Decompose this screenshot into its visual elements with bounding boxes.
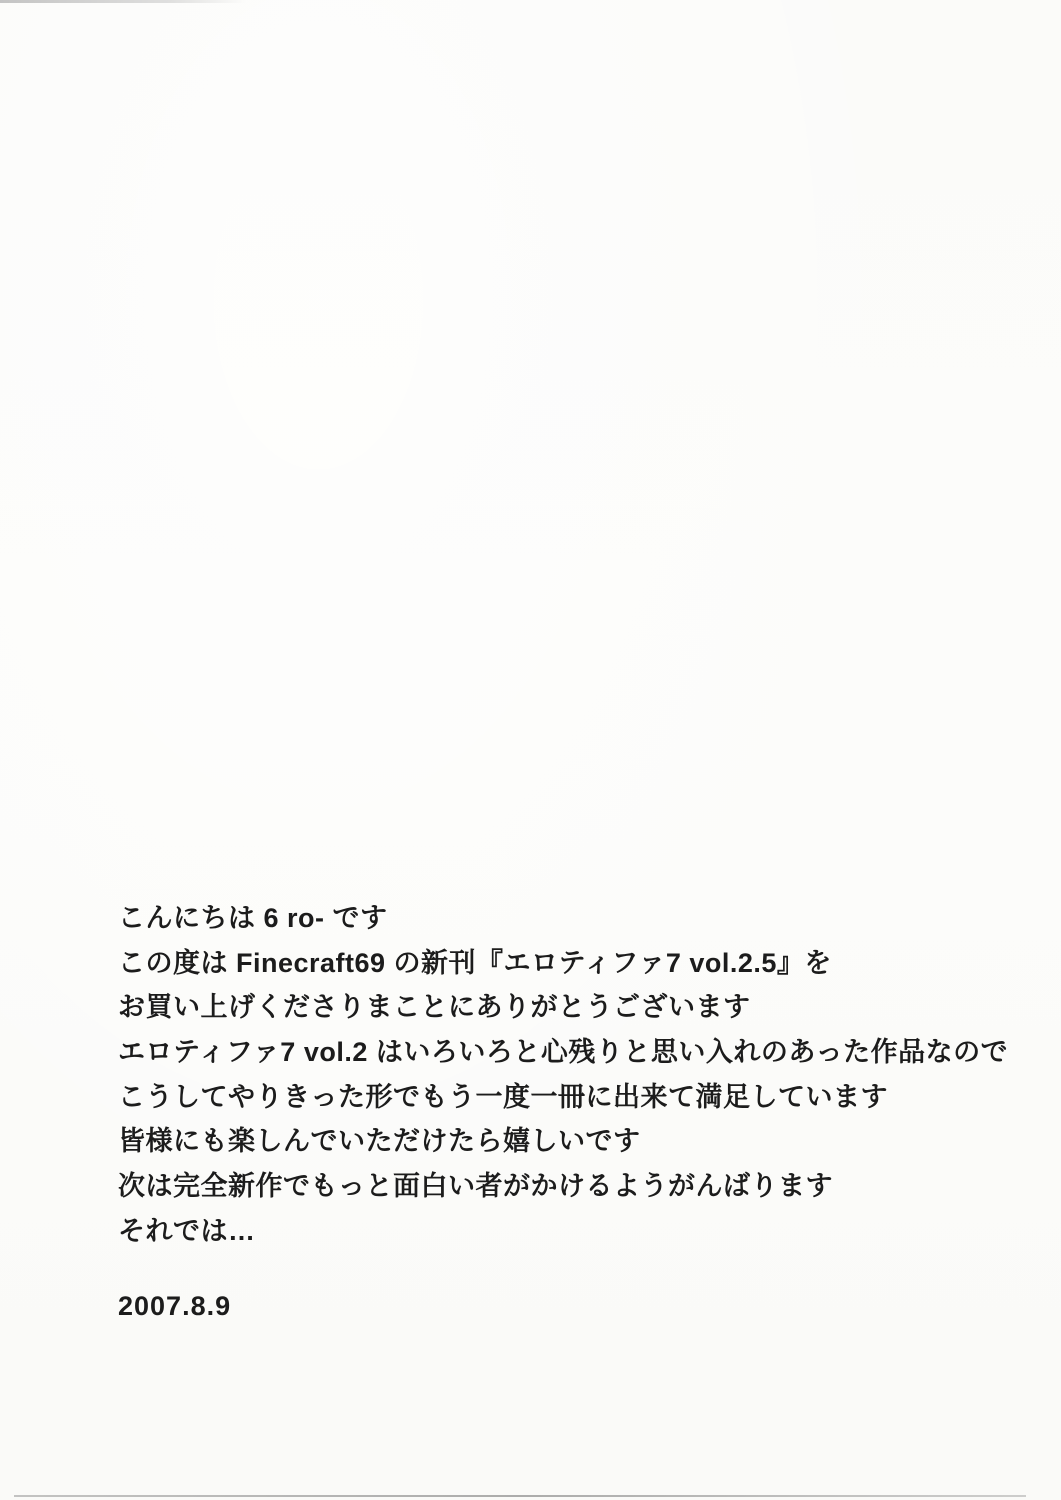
afterword-line: お買い上げくださりまことにありがとうございます (118, 992, 751, 1023)
afterword-line: こうしてやりきった形でもう一度一冊に出来て満足しています (118, 1081, 888, 1112)
afterword-line: 次は完全新作でもっと面白い者がかけるようがんばります (118, 1171, 833, 1202)
scan-edge-artifact-bottom (14, 1495, 1026, 1497)
scan-edge-artifact-top (0, 0, 246, 3)
afterword-text-block (118, 896, 1009, 1254)
afterword-date: 2007.8.9 (118, 1291, 232, 1321)
afterword-line: この度は Finecraft69 の新刊『エロティファ7 vol.2.5』を (118, 947, 832, 978)
afterword-line: エロティファ7 vol.2 はいろいろと心残りと思い入れのあった作品なので (118, 1037, 1009, 1068)
afterword-line: それでは… (118, 1215, 256, 1246)
afterword-line: こんにちは 6 ro- です (118, 903, 388, 933)
afterword-line: 皆様にも楽しんでいただけたら嬉しいです (118, 1126, 641, 1157)
